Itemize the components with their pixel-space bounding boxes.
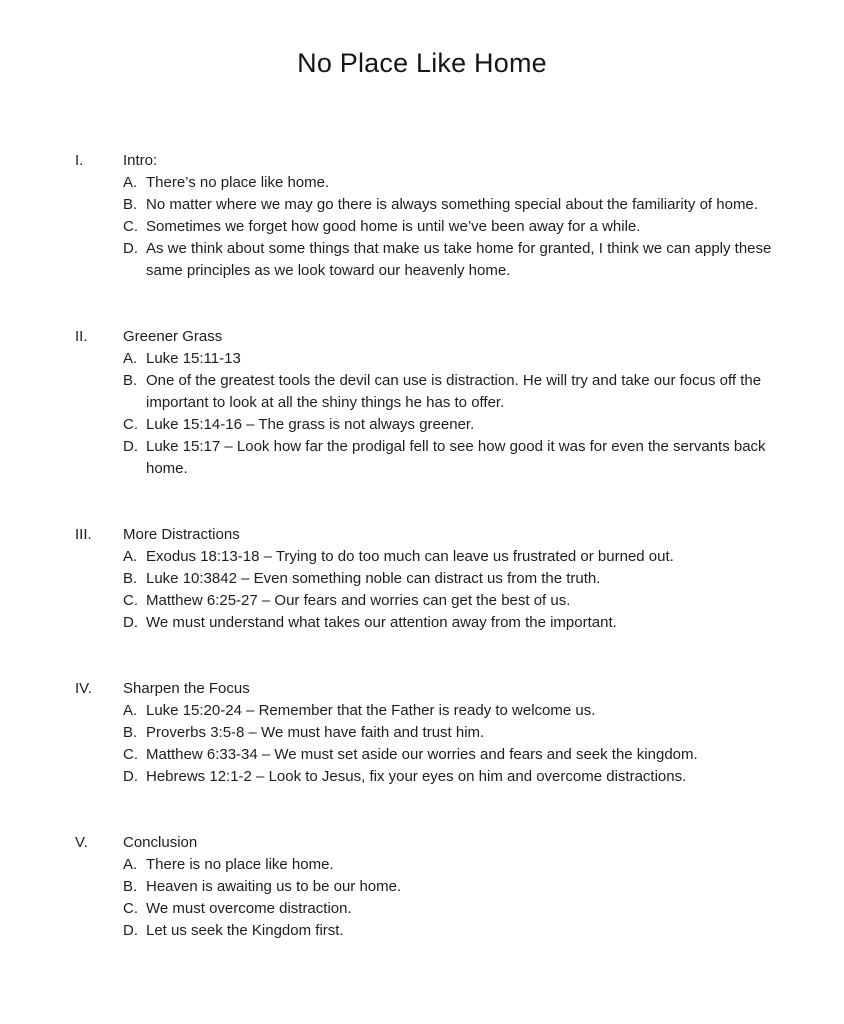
outline-item (123, 854, 796, 876)
item-text: As we think about some things that make us take home for granted, I think we can apply these same principles as we look toward our heavenly home. (146, 240, 772, 279)
outline-item (123, 590, 796, 612)
section-header (75, 326, 796, 348)
outline-item (123, 612, 796, 634)
item-label: D. (123, 614, 138, 631)
outline-item (123, 920, 796, 942)
outline-item (123, 546, 796, 568)
outline-section-more-distractions (75, 524, 796, 634)
item-text: Luke 10:3842 – Even something noble can distract us from the truth. (146, 570, 601, 587)
section-heading: Conclusion (123, 834, 198, 851)
outline-item (123, 722, 796, 744)
item-label: D. (123, 922, 138, 939)
item-label: C. (123, 592, 138, 609)
item-label: B. (123, 570, 138, 587)
section-header (75, 150, 796, 172)
item-text: There is no place like home. (146, 856, 334, 873)
item-label: C. (123, 900, 138, 917)
outline-item (123, 238, 796, 282)
item-text: We must overcome distraction. (146, 900, 352, 917)
outline-item (123, 216, 796, 238)
section-numeral: III. (75, 526, 92, 543)
item-label: C. (123, 416, 138, 433)
outline-item (123, 744, 796, 766)
section-numeral: I. (75, 152, 84, 169)
outline-item (123, 898, 796, 920)
section-numeral: II. (75, 328, 88, 345)
item-text: Sometimes we forget how good home is until we’ve been away for a while. (146, 218, 641, 235)
item-text: Matthew 6:33-34 – We must set aside our worries and fears and seek the kingdom. (146, 746, 698, 763)
section-numeral: V. (75, 834, 88, 851)
section-header (75, 832, 796, 854)
item-text: Hebrews 12:1-2 – Look to Jesus, fix your eyes on him and overcome distractions. (146, 768, 687, 785)
outline-section-intro (75, 150, 796, 282)
item-label: D. (123, 768, 138, 785)
outline-item (123, 766, 796, 788)
item-label: B. (123, 372, 138, 389)
item-text: Luke 15:14-16 – The grass is not always greener. (146, 416, 475, 433)
section-heading: Intro: (123, 152, 158, 169)
item-label: C. (123, 218, 138, 235)
section-numeral: IV. (75, 680, 92, 697)
outline-item (123, 348, 796, 370)
outline-item (123, 876, 796, 898)
item-label: D. (123, 438, 138, 455)
outline-item (123, 568, 796, 590)
item-text: There’s no place like home. (146, 174, 330, 191)
item-text: Exodus 18:13-18 – Trying to do too much can leave us frustrated or burned out. (146, 548, 674, 565)
outline-section-sharpen-the-focus (75, 678, 796, 788)
item-label: D. (123, 240, 138, 257)
item-label: B. (123, 878, 138, 895)
outline-item (123, 700, 796, 722)
item-label: B. (123, 724, 138, 741)
outline-section-greener-grass (75, 326, 796, 480)
section-heading: Sharpen the Focus (123, 680, 250, 697)
item-text: Luke 15:11-13 (146, 350, 241, 367)
section-header (75, 678, 796, 700)
item-text: Let us seek the Kingdom first. (146, 922, 344, 939)
item-label: C. (123, 746, 138, 763)
item-label: A. (123, 350, 138, 367)
item-text: Luke 15:17 – Look how far the prodigal fell to see how good it was for even the servants back home. (146, 438, 766, 477)
document-title: No Place Like Home (297, 48, 547, 78)
item-text: Matthew 6:25-27 – Our fears and worries can get the best of us. (146, 592, 571, 609)
item-label: A. (123, 174, 138, 191)
outline-section-conclusion (75, 832, 796, 942)
item-text: Proverbs 3:5-8 – We must have faith and trust him. (146, 724, 485, 741)
outline (75, 150, 796, 942)
section-heading: Greener Grass (123, 328, 223, 345)
item-text: We must understand what takes our attention away from the important. (146, 614, 617, 631)
outline-item (123, 370, 796, 414)
item-label: A. (123, 856, 138, 873)
item-label: B. (123, 196, 138, 213)
item-text: Heaven is awaiting us to be our home. (146, 878, 402, 895)
item-text: Luke 15:20-24 – Remember that the Father is ready to welcome us. (146, 702, 596, 719)
outline-item (123, 194, 796, 216)
item-label: A. (123, 702, 138, 719)
item-label: A. (123, 548, 138, 565)
section-header (75, 524, 796, 546)
item-text: One of the greatest tools the devil can use is distraction. He will try and take our focus off the important to look at all the shiny things he has to offer. (146, 372, 762, 411)
outline-item (123, 436, 796, 480)
outline-item (123, 172, 796, 194)
outline-item (123, 414, 796, 436)
section-heading: More Distractions (123, 526, 240, 543)
item-text: No matter where we may go there is always something special about the familiarity of home. (146, 196, 758, 213)
